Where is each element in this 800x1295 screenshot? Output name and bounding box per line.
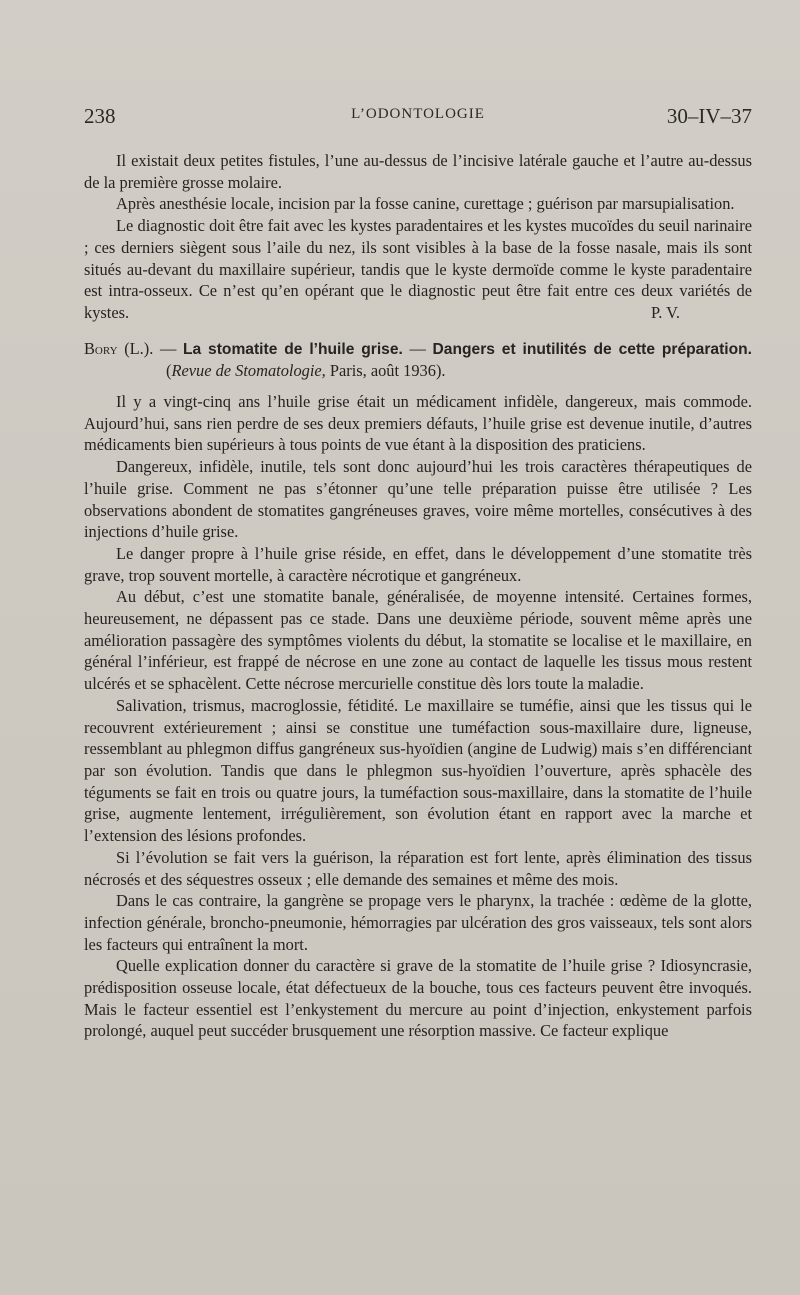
paragraph: Il y a vingt-cinq ans l’huile grise était un médicament infidèle, dangereux, mais commode. Aujourd’hui, sans rien perdre de ses deux premiers défauts, l’huile grise est devenue inutile, d’autres médicaments bien supérieurs à tous points de vue étant à la disposition des praticiens. — [84, 392, 752, 455]
dash: — — [402, 338, 433, 358]
paragraph-text: Le diagnostic doit être fait avec les kystes paradentaires et les kystes mucoïdes du seuil narinaire ; ces derniers siègent sous l’aile du nez, ils sont visibles à la base de la fosse nasale, mais ils sont situés au-devant du maxillaire supérieur, tandis que le kyste dermoïde comme le kyste paradentaire est intra-osseux. Ce n’est qu’en opérant que le diagnostic peut être fait entre ces deux variétés de kystes. — [84, 216, 752, 322]
paragraph: Dangereux, infidèle, inutile, tels sont donc aujourd’hui les trois caractères thérapeutiques de l’huile grise. Comment ne pas s’étonner qu’une telle préparation puisse être utilisée ? Les observations abondent de stomatites gangréneuses graves, voire même mortelles, consécutives à des injections d’huile grise. — [84, 457, 752, 542]
body-text — [84, 150, 752, 1042]
paragraph: Au début, c’est une stomatite banale, généralisée, de moyenne intensité. Certaines formes, heureusement, ne dépassent pas ce stade. Dans une deuxième période, souvent même après une amélioration passagère des symptômes violents du début, la stomatite se localise et le maxillaire, en général l’inférieur, est frappé de nécrose en une zone au contact de laquelle les tissus mous restent ulcérés et se sphacèlent. Cette nécrose mercurielle constitue dès lors toute la maladie. — [84, 587, 752, 694]
entry-subtitle: Dangers et inutilités de cette préparation. — [432, 340, 752, 358]
issue-date: 30–IV–37 — [666, 104, 752, 128]
dash: — — [153, 338, 183, 358]
running-header — [84, 104, 752, 130]
entry-author: Bory (L.). — [84, 338, 154, 358]
paragraph: Quelle explication donner du caractère si grave de la stomatite de l’huile grise ? Idiosyncrasie, prédisposition osseuse locale, état défectueux de la bouche, tous ces facteurs peuvent être invoqués. Mais le facteur essentiel est l’enkystement du mercure au point d’injection, enkystement parfois prolongé, auquel peut succéder brusquement une résorption massive. Ce facteur explique — [84, 956, 752, 1041]
paragraph: Le danger propre à l’huile grise réside, en effet, dans le développement d’une stomatite très grave, trop souvent mortelle, à caractère nécrotique et gangréneux. — [84, 543, 752, 585]
source-open: ( — [166, 361, 172, 381]
paragraph: Si l’évolution se fait vers la guérison, la réparation est fort lente, après élimination des tissus nécrosés et des séquestres osseux ; elle demande des semaines et même des mois. — [84, 847, 752, 889]
entry-title: La stomatite de l’huile grise. — [182, 340, 403, 358]
paragraph — [84, 215, 752, 324]
bibliographic-entry — [84, 338, 752, 382]
paragraph: Dans le cas contraire, la gangrène se propage vers le pharynx, la trachée : œdème de la glotte, infection générale, broncho-pneumonie, hémorragies par ulcération des gros vaisseaux, tels sont alors les facteurs qui entraînent la mort. — [84, 891, 752, 954]
source-journal: Revue de Stomatologie, — [171, 361, 326, 381]
paragraph: Salivation, trismus, macroglossie, fétidité. Le maxillaire se tuméfie, ainsi que les tissus qui le recouvrent extérieurement ; ainsi se constitue une tuméfaction sous-maxillaire dure, ligneuse, ressemblant au phlegmon diffus gangréneux sus-hyoïdien (angine de Ludwig) mais s’en différenciant par son évolution. Tandis que dans le phlegmon sus-hyoïdien l’ouverture, après sphacèle des téguments se fait en trois ou quatre jours, la tuméfaction sous-maxillaire, dans la stomatite de l’huile grise, augmente lentement, irrégulièrement, son évolution étant en rapport avec la marche et l’extension des lésions profondes. — [84, 695, 752, 846]
journal-title: L’ODONTOLOGIE — [351, 106, 485, 122]
paragraph: Il existait deux petites fistules, l’une au-dessus de l’incisive latérale gauche et l’autre au-dessus de la première grosse molaire. — [84, 151, 752, 192]
paragraph: Après anesthésie locale, incision par la fosse canine, curettage ; guérison par marsupialisation. — [116, 194, 735, 214]
author-signature: P. V. — [650, 302, 680, 322]
page-number: 238 — [84, 104, 116, 128]
source-details: Paris, août 1936). — [325, 361, 446, 381]
